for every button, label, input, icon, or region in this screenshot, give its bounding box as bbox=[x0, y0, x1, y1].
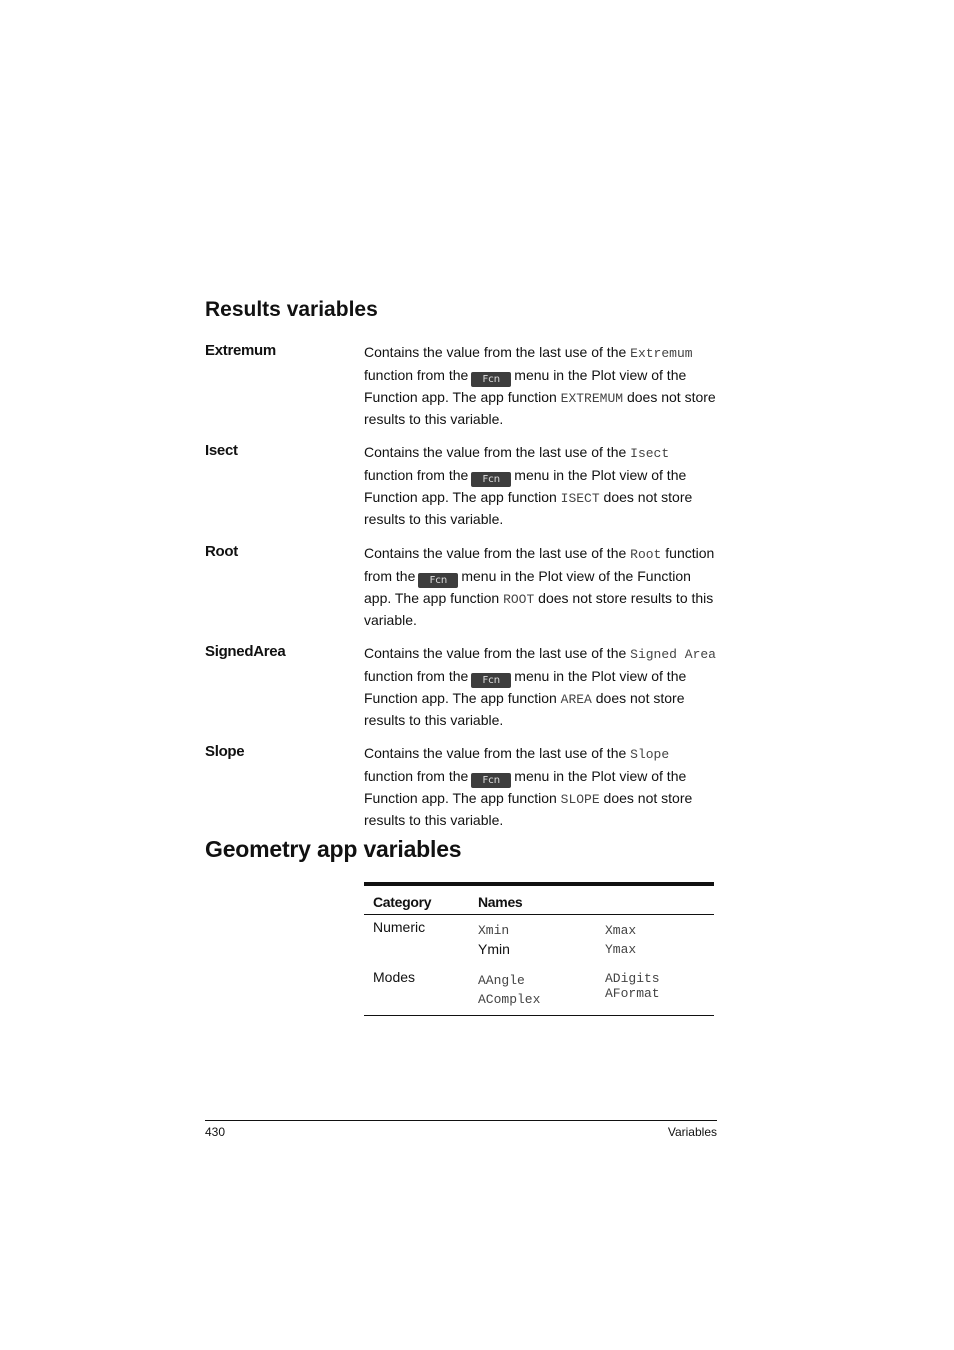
desc-isect: Contains the value from the last use of the Isect function from the Fcn menu in the Plot view of the Function app. The app function ISECT does not store results to this variable. bbox=[364, 444, 693, 528]
term-isect: Isect bbox=[205, 442, 238, 459]
desc-root: Contains the value from the last use of the Root function from the Fcn menu in the Plot view of the Function app. The app function ROOT does not store results to this variable. bbox=[364, 545, 715, 629]
fcn-key-icon: Fcn bbox=[471, 673, 511, 688]
table-header-row bbox=[364, 886, 714, 915]
page-footer bbox=[205, 1120, 717, 1139]
table-bottom-rule bbox=[364, 1015, 714, 1016]
column-header-names: Names bbox=[478, 894, 523, 910]
names-column-2: Xmax Ymax bbox=[605, 923, 637, 957]
table-row bbox=[364, 915, 714, 965]
term-signedarea: SignedArea bbox=[205, 643, 286, 660]
row-category: Numeric bbox=[373, 919, 426, 935]
geometry-app-variables-heading: Geometry app variables bbox=[205, 836, 462, 862]
code-extremum: Extremum bbox=[630, 346, 693, 361]
column-header-category: Category bbox=[373, 894, 432, 910]
names-column-1: AAngle AComplex bbox=[478, 973, 541, 1007]
term-slope: Slope bbox=[205, 743, 245, 760]
names-column-1: Xmin Ymin bbox=[478, 923, 510, 957]
desc-signedarea: Contains the value from the last use of the Signed Area function from the Fcn menu in the Plot view of the Function app. The app function AREA does not store results to this variable. bbox=[364, 645, 716, 729]
names-column-2: ADigits AFormat bbox=[605, 971, 660, 1001]
term-extremum: Extremum bbox=[205, 342, 276, 359]
fcn-key-icon: Fcn bbox=[471, 773, 511, 788]
chapter-name: Variables bbox=[667, 1125, 717, 1139]
geometry-variables-table bbox=[364, 882, 714, 1016]
table-row bbox=[364, 965, 714, 1015]
fcn-key-icon: Fcn bbox=[471, 372, 511, 387]
desc-extremum: Contains the value from the last use of the Extremum function from the Fcn menu in the Plot view of the Function app. The app function EXTREMUM does not store results to this variable. bbox=[364, 344, 716, 428]
row-category: Modes bbox=[373, 969, 416, 985]
results-variables-heading: Results variables bbox=[205, 298, 378, 321]
desc-slope: Contains the value from the last use of the Slope function from the Fcn menu in the Plot view of the Function app. The app function SLOPE does not store results to this variable. bbox=[364, 745, 693, 829]
term-root: Root bbox=[205, 543, 238, 560]
fcn-key-icon: Fcn bbox=[418, 573, 458, 588]
page-number: 430 bbox=[205, 1125, 226, 1139]
fcn-key-icon: Fcn bbox=[471, 472, 511, 487]
